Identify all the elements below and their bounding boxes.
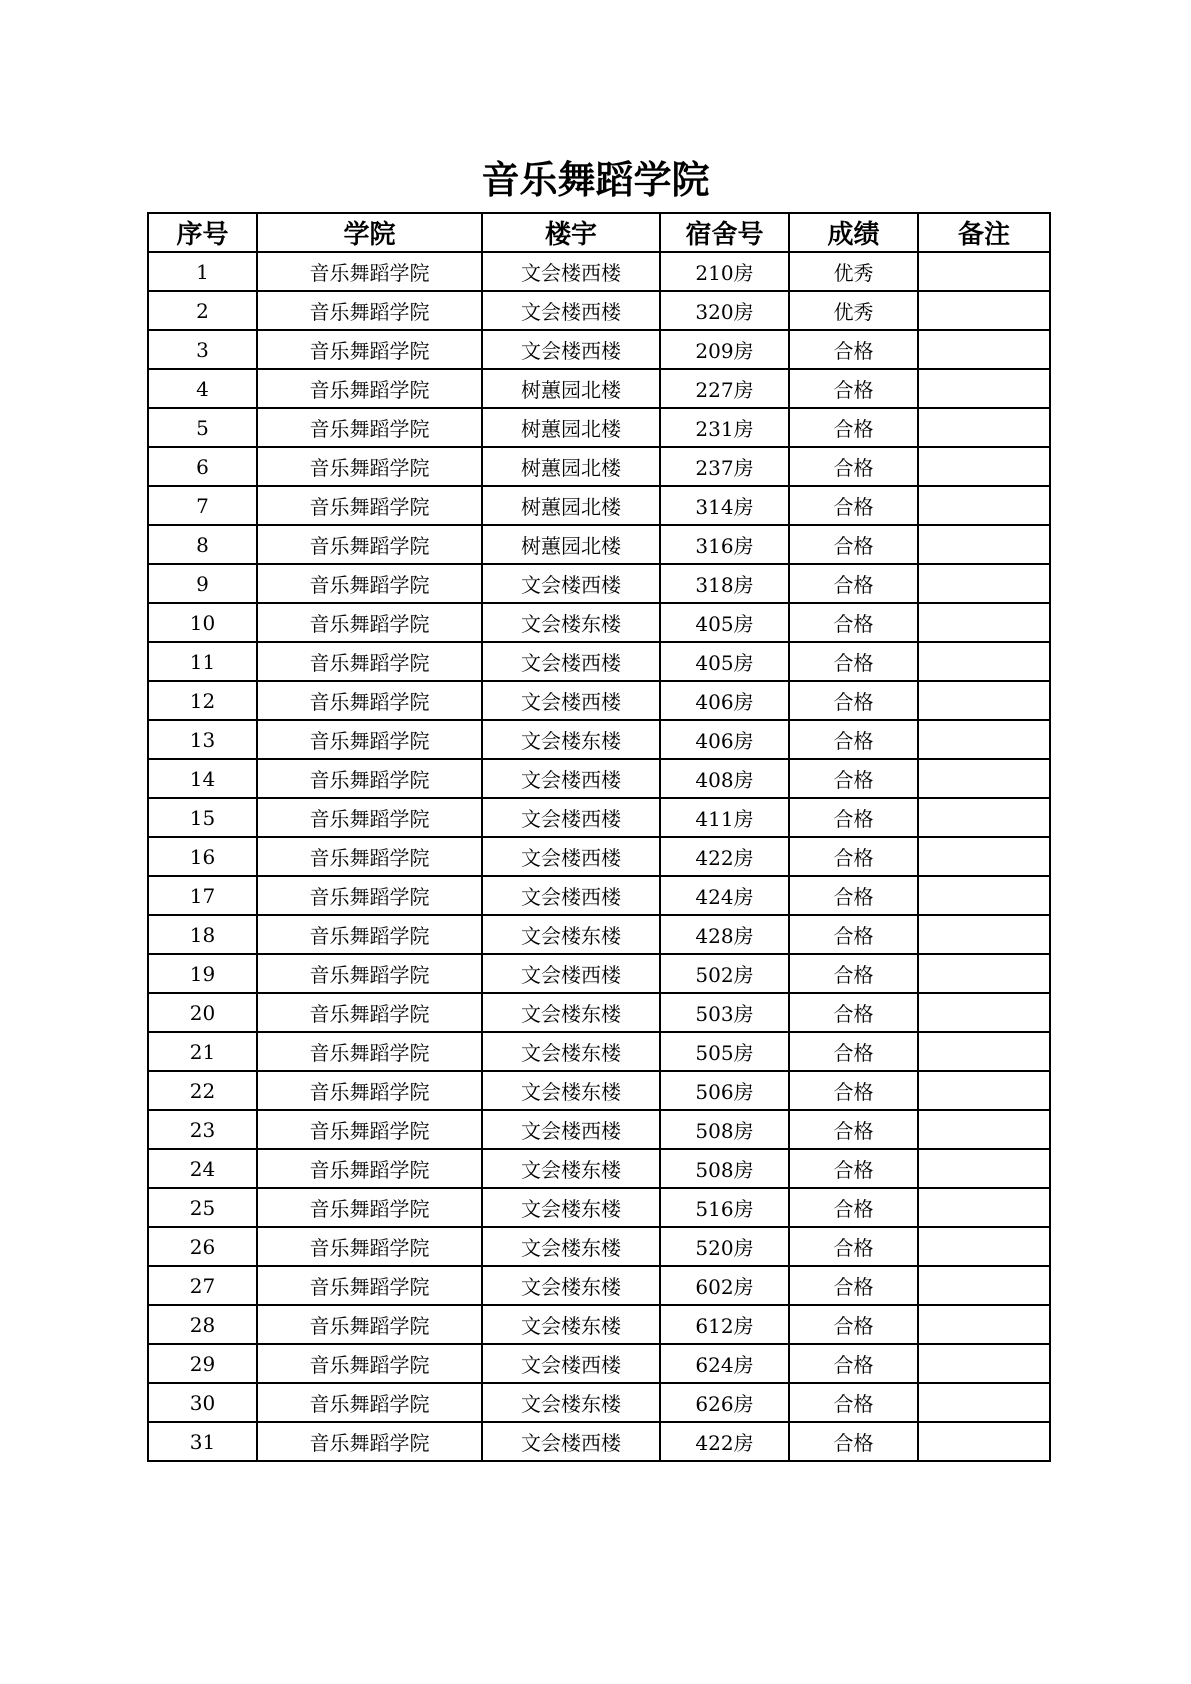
cell-room: 316房 [660,525,789,564]
cell-note [918,1344,1050,1383]
cell-room: 314房 [660,486,789,525]
cell-note [918,837,1050,876]
cell-college: 音乐舞蹈学院 [257,1422,482,1461]
cell-no: 10 [148,603,257,642]
cell-note [918,603,1050,642]
cell-note [918,291,1050,330]
cell-college: 音乐舞蹈学院 [257,369,482,408]
cell-room: 624房 [660,1344,789,1383]
cell-score: 合格 [789,1266,918,1305]
cell-room: 422房 [660,837,789,876]
cell-note [918,330,1050,369]
cell-building: 文会楼西楼 [482,954,660,993]
table-row [148,642,1050,681]
cell-note [918,1422,1050,1461]
cell-note [918,720,1050,759]
cell-note [918,915,1050,954]
cell-building: 文会楼西楼 [482,291,660,330]
cell-college: 音乐舞蹈学院 [257,954,482,993]
cell-no: 17 [148,876,257,915]
cell-college: 音乐舞蹈学院 [257,1149,482,1188]
cell-building: 文会楼东楼 [482,603,660,642]
cell-college: 音乐舞蹈学院 [257,447,482,486]
table-row [148,1149,1050,1188]
table-row [148,486,1050,525]
cell-room: 503房 [660,993,789,1032]
cell-score: 合格 [789,1188,918,1227]
cell-no: 7 [148,486,257,525]
cell-building: 文会楼东楼 [482,720,660,759]
header-cell-score: 成绩 [789,213,918,252]
header-cell-no: 序号 [148,213,257,252]
cell-score: 合格 [789,1227,918,1266]
cell-building: 文会楼西楼 [482,642,660,681]
table-row [148,564,1050,603]
cell-note [918,1188,1050,1227]
table-row [148,1266,1050,1305]
cell-score: 合格 [789,1383,918,1422]
cell-no: 6 [148,447,257,486]
cell-room: 406房 [660,720,789,759]
cell-note [918,642,1050,681]
cell-building: 文会楼东楼 [482,1188,660,1227]
cell-note [918,1149,1050,1188]
cell-score: 合格 [789,1149,918,1188]
table-row [148,603,1050,642]
cell-score: 合格 [789,525,918,564]
cell-building: 文会楼西楼 [482,798,660,837]
cell-building: 文会楼东楼 [482,1149,660,1188]
cell-no: 16 [148,837,257,876]
cell-building: 文会楼西楼 [482,681,660,720]
cell-note [918,1266,1050,1305]
cell-score: 合格 [789,1305,918,1344]
cell-note [918,681,1050,720]
cell-college: 音乐舞蹈学院 [257,1383,482,1422]
table-row [148,369,1050,408]
cell-room: 612房 [660,1305,789,1344]
table-row [148,993,1050,1032]
cell-no: 20 [148,993,257,1032]
cell-room: 209房 [660,330,789,369]
cell-college: 音乐舞蹈学院 [257,564,482,603]
cell-no: 22 [148,1071,257,1110]
cell-room: 227房 [660,369,789,408]
cell-no: 29 [148,1344,257,1383]
cell-room: 505房 [660,1032,789,1071]
cell-no: 21 [148,1032,257,1071]
cell-no: 12 [148,681,257,720]
cell-no: 9 [148,564,257,603]
cell-college: 音乐舞蹈学院 [257,798,482,837]
cell-no: 24 [148,1149,257,1188]
table-row [148,1383,1050,1422]
cell-building: 文会楼东楼 [482,1266,660,1305]
header-cell-room: 宿舍号 [660,213,789,252]
cell-building: 树蕙园北楼 [482,408,660,447]
cell-room: 506房 [660,1071,789,1110]
cell-building: 文会楼西楼 [482,564,660,603]
cell-score: 合格 [789,330,918,369]
cell-building: 文会楼东楼 [482,1305,660,1344]
table-row [148,252,1050,291]
cell-no: 5 [148,408,257,447]
cell-building: 文会楼东楼 [482,915,660,954]
cell-building: 树蕙园北楼 [482,486,660,525]
cell-college: 音乐舞蹈学院 [257,330,482,369]
dormitory-score-table [147,212,1051,1462]
cell-college: 音乐舞蹈学院 [257,1227,482,1266]
cell-no: 26 [148,1227,257,1266]
header-cell-note: 备注 [918,213,1050,252]
header-row [148,213,1050,252]
cell-building: 文会楼东楼 [482,1383,660,1422]
cell-no: 23 [148,1110,257,1149]
cell-no: 3 [148,330,257,369]
table-row [148,1344,1050,1383]
cell-room: 237房 [660,447,789,486]
cell-room: 405房 [660,603,789,642]
cell-no: 28 [148,1305,257,1344]
cell-college: 音乐舞蹈学院 [257,915,482,954]
cell-building: 文会楼西楼 [482,1422,660,1461]
cell-college: 音乐舞蹈学院 [257,876,482,915]
cell-building: 文会楼西楼 [482,837,660,876]
cell-no: 1 [148,252,257,291]
cell-note [918,1071,1050,1110]
cell-room: 508房 [660,1110,789,1149]
cell-note [918,798,1050,837]
table-row [148,798,1050,837]
cell-note [918,369,1050,408]
cell-note [918,1032,1050,1071]
cell-note [918,1383,1050,1422]
table-body [148,252,1050,1461]
page-title: 音乐舞蹈学院 [481,158,710,202]
cell-score: 合格 [789,837,918,876]
cell-college: 音乐舞蹈学院 [257,681,482,720]
cell-score: 优秀 [789,252,918,291]
cell-room: 210房 [660,252,789,291]
cell-college: 音乐舞蹈学院 [257,252,482,291]
table-row [148,1110,1050,1149]
cell-building: 树蕙园北楼 [482,525,660,564]
cell-room: 408房 [660,759,789,798]
cell-room: 508房 [660,1149,789,1188]
cell-note [918,408,1050,447]
table-row [148,915,1050,954]
cell-building: 文会楼西楼 [482,330,660,369]
cell-room: 231房 [660,408,789,447]
table-row [148,1305,1050,1344]
table-row [148,1071,1050,1110]
cell-score: 合格 [789,1110,918,1149]
cell-room: 405房 [660,642,789,681]
cell-building: 文会楼西楼 [482,759,660,798]
table-row [148,759,1050,798]
cell-score: 合格 [789,876,918,915]
cell-no: 19 [148,954,257,993]
cell-note [918,1227,1050,1266]
cell-note [918,1110,1050,1149]
cell-score: 合格 [789,447,918,486]
cell-score: 合格 [789,642,918,681]
cell-room: 428房 [660,915,789,954]
cell-no: 15 [148,798,257,837]
cell-no: 8 [148,525,257,564]
cell-note [918,252,1050,291]
cell-college: 音乐舞蹈学院 [257,1071,482,1110]
table-row [148,837,1050,876]
cell-room: 406房 [660,681,789,720]
table-row [148,1188,1050,1227]
cell-building: 文会楼西楼 [482,252,660,291]
cell-score: 合格 [789,720,918,759]
cell-room: 516房 [660,1188,789,1227]
table-row [148,447,1050,486]
cell-building: 文会楼西楼 [482,1344,660,1383]
cell-no: 30 [148,1383,257,1422]
cell-college: 音乐舞蹈学院 [257,1032,482,1071]
table-row [148,954,1050,993]
cell-score: 合格 [789,1422,918,1461]
table-header [148,213,1050,252]
cell-college: 音乐舞蹈学院 [257,603,482,642]
cell-note [918,993,1050,1032]
table-row [148,525,1050,564]
cell-building: 文会楼西楼 [482,1110,660,1149]
cell-college: 音乐舞蹈学院 [257,291,482,330]
cell-college: 音乐舞蹈学院 [257,642,482,681]
cell-college: 音乐舞蹈学院 [257,993,482,1032]
cell-no: 11 [148,642,257,681]
cell-building: 文会楼东楼 [482,1032,660,1071]
cell-score: 合格 [789,1071,918,1110]
cell-college: 音乐舞蹈学院 [257,1266,482,1305]
cell-no: 14 [148,759,257,798]
cell-college: 音乐舞蹈学院 [257,720,482,759]
cell-no: 13 [148,720,257,759]
cell-score: 合格 [789,759,918,798]
cell-score: 合格 [789,1032,918,1071]
cell-college: 音乐舞蹈学院 [257,1305,482,1344]
cell-room: 422房 [660,1422,789,1461]
header-cell-building: 楼宇 [482,213,660,252]
table-row [148,408,1050,447]
cell-college: 音乐舞蹈学院 [257,486,482,525]
cell-building: 树蕙园北楼 [482,369,660,408]
cell-room: 411房 [660,798,789,837]
cell-room: 318房 [660,564,789,603]
cell-college: 音乐舞蹈学院 [257,837,482,876]
cell-note [918,954,1050,993]
cell-score: 合格 [789,681,918,720]
table-row [148,1032,1050,1071]
cell-college: 音乐舞蹈学院 [257,408,482,447]
table-row [148,720,1050,759]
cell-note [918,447,1050,486]
cell-room: 320房 [660,291,789,330]
table-row [148,876,1050,915]
cell-building: 文会楼西楼 [482,876,660,915]
cell-college: 音乐舞蹈学院 [257,1188,482,1227]
header-cell-college: 学院 [257,213,482,252]
cell-note [918,876,1050,915]
cell-score: 合格 [789,915,918,954]
cell-room: 520房 [660,1227,789,1266]
cell-college: 音乐舞蹈学院 [257,1110,482,1149]
cell-note [918,564,1050,603]
cell-room: 502房 [660,954,789,993]
cell-note [918,525,1050,564]
cell-score: 合格 [789,993,918,1032]
cell-college: 音乐舞蹈学院 [257,525,482,564]
table-row [148,330,1050,369]
cell-college: 音乐舞蹈学院 [257,1344,482,1383]
cell-score: 合格 [789,798,918,837]
cell-no: 18 [148,915,257,954]
table-row [148,681,1050,720]
cell-no: 27 [148,1266,257,1305]
cell-note [918,1305,1050,1344]
cell-room: 424房 [660,876,789,915]
cell-building: 文会楼东楼 [482,993,660,1032]
cell-note [918,759,1050,798]
table-row [148,291,1050,330]
cell-score: 合格 [789,408,918,447]
cell-score: 合格 [789,1344,918,1383]
cell-note [918,486,1050,525]
cell-college: 音乐舞蹈学院 [257,759,482,798]
cell-no: 4 [148,369,257,408]
cell-room: 602房 [660,1266,789,1305]
cell-score: 合格 [789,603,918,642]
cell-no: 25 [148,1188,257,1227]
cell-building: 文会楼东楼 [482,1227,660,1266]
cell-score: 合格 [789,369,918,408]
cell-score: 优秀 [789,291,918,330]
cell-score: 合格 [789,954,918,993]
cell-building: 树蕙园北楼 [482,447,660,486]
table-row [148,1422,1050,1461]
cell-score: 合格 [789,564,918,603]
cell-no: 31 [148,1422,257,1461]
cell-score: 合格 [789,486,918,525]
cell-no: 2 [148,291,257,330]
table-row [148,1227,1050,1266]
cell-room: 626房 [660,1383,789,1422]
cell-building: 文会楼东楼 [482,1071,660,1110]
